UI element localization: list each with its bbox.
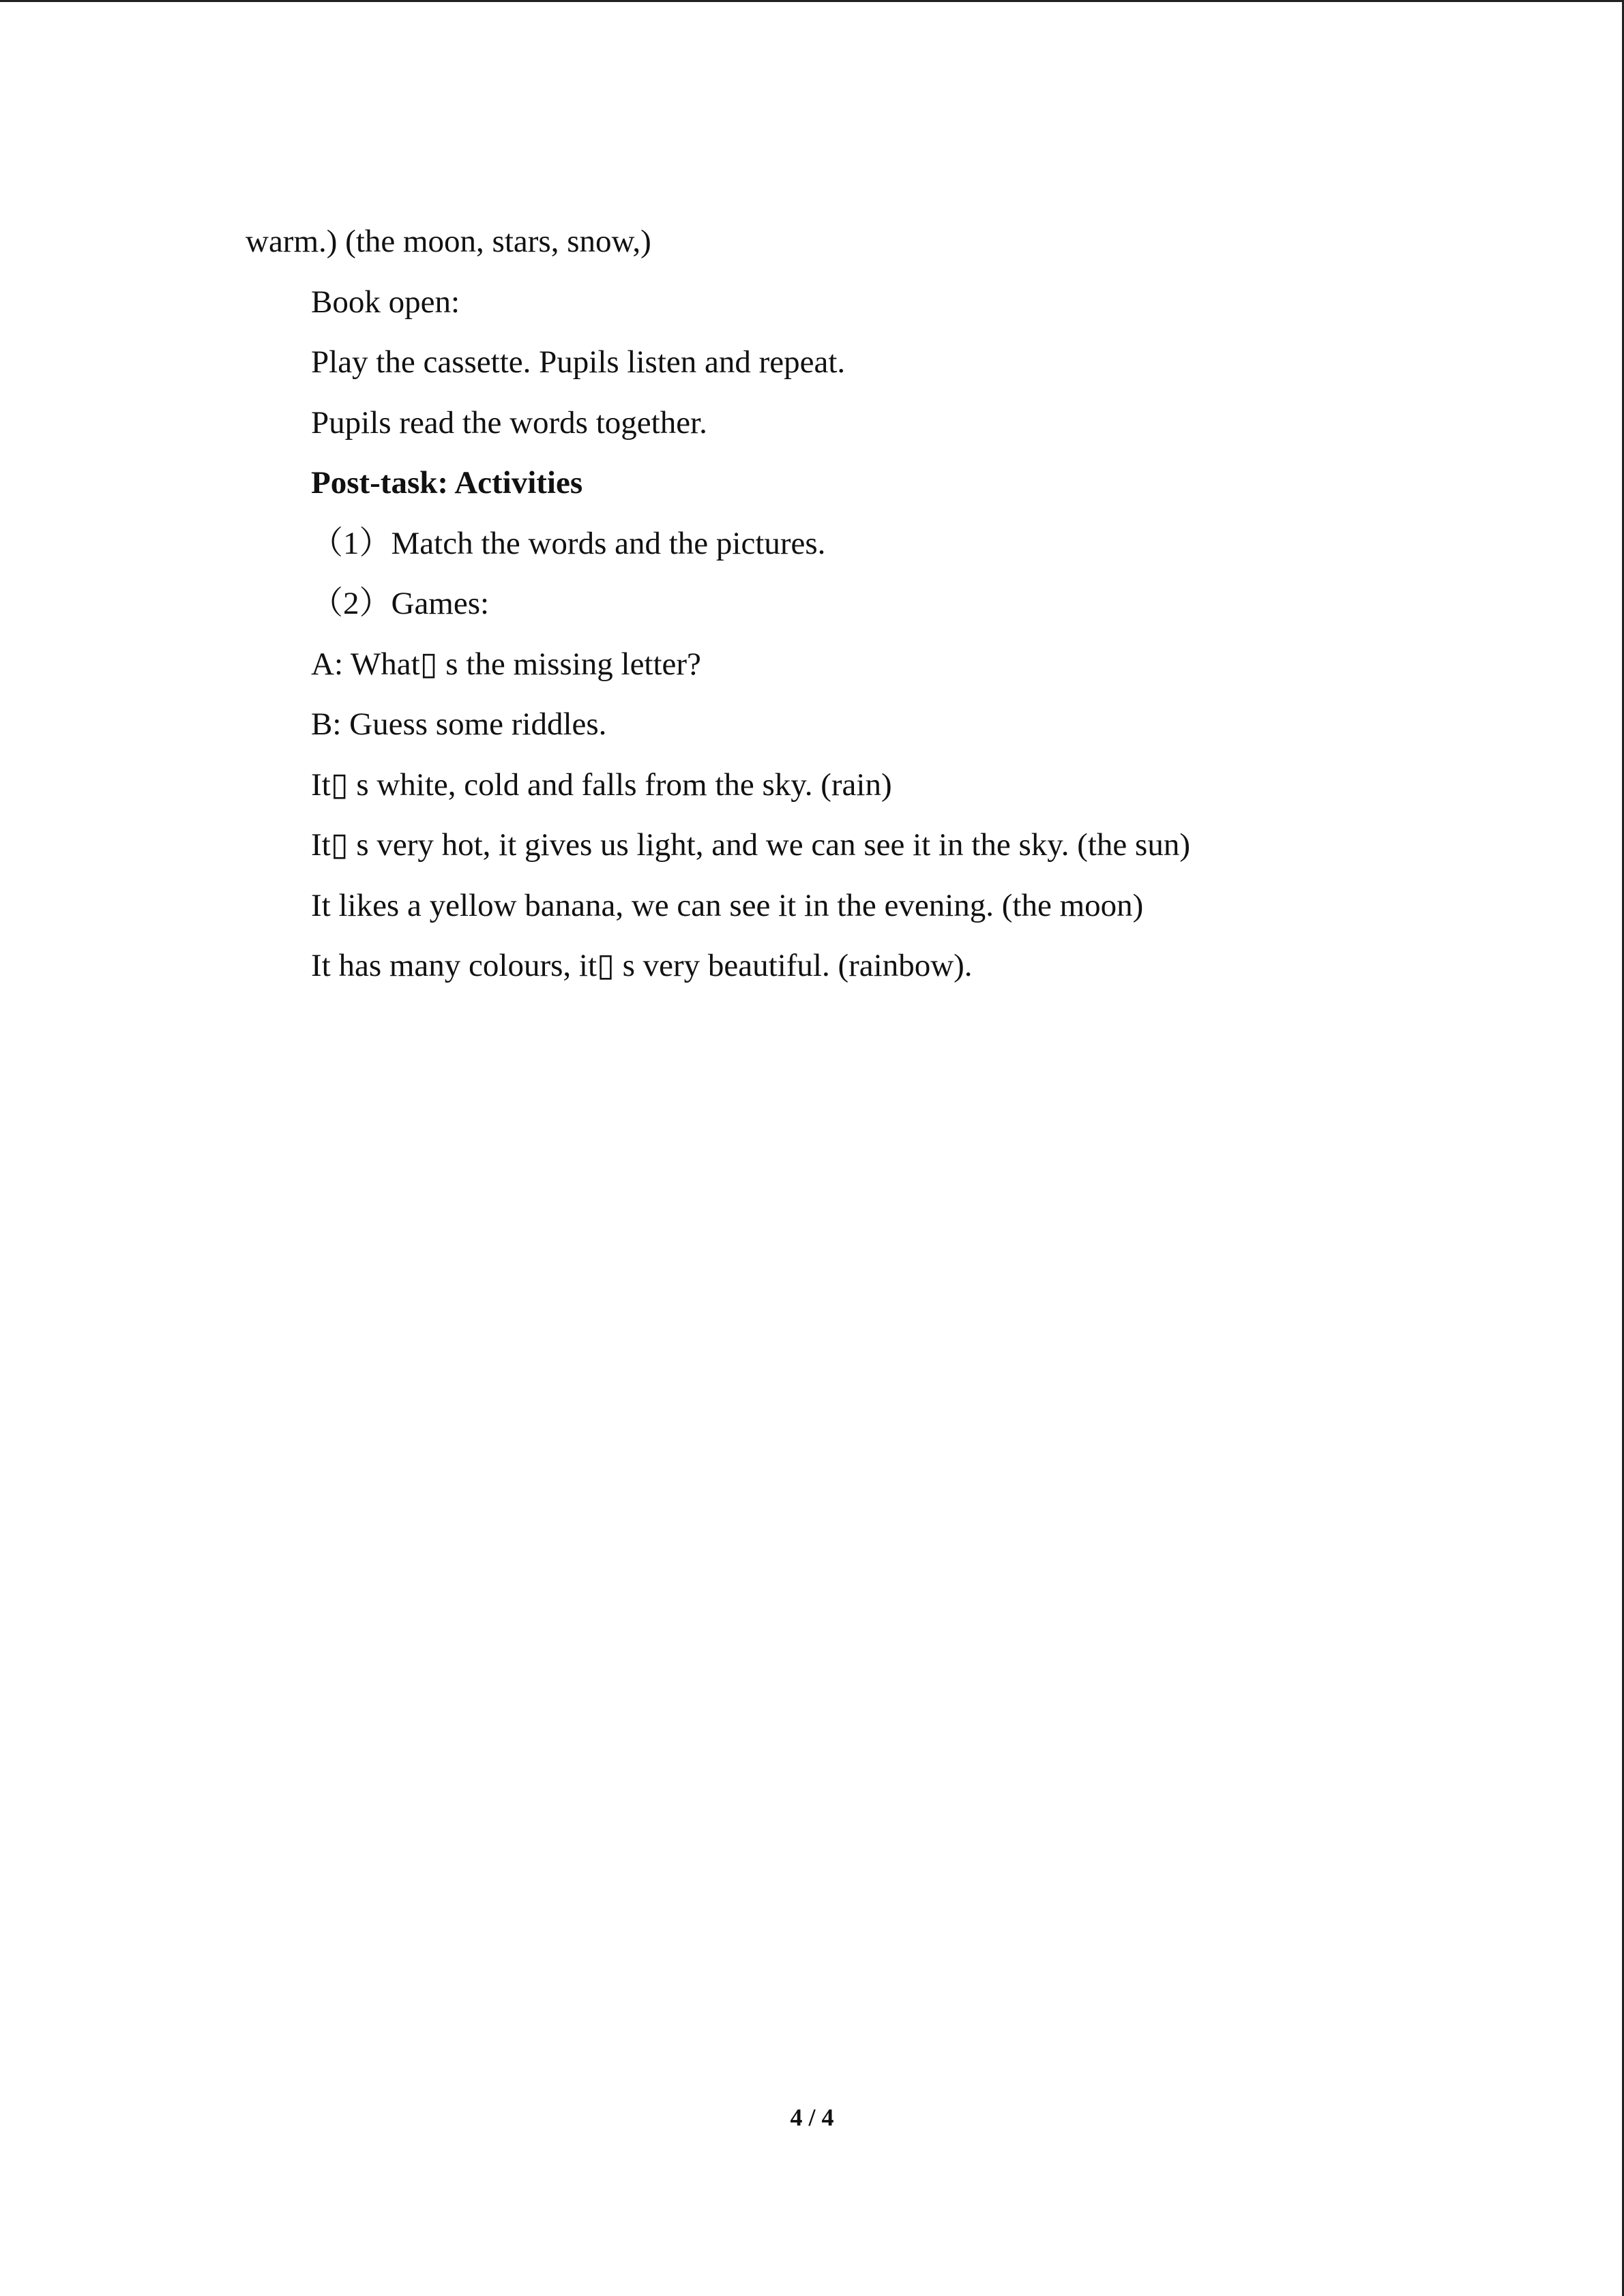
list-item-match-words: （1）Match the words and the pictures.: [311, 525, 826, 561]
riddle-rain: It▯ s white, cold and falls from the sky. (rain): [311, 766, 892, 803]
text-line-book-open: Book open:: [311, 284, 460, 320]
document-body: [246, 211, 1473, 996]
riddle-sun: It▯ s very hot, it gives us light, and we can see it in the sky. (the sun): [311, 827, 1190, 863]
game-item-riddles: B: Guess some riddles.: [311, 706, 607, 742]
page-border-top: [0, 0, 1624, 2]
list-item-games: （2）Games:: [311, 586, 490, 621]
section-heading-post-task: Post-task: Activities: [311, 465, 583, 501]
text-line-continuation: warm.) (the moon, stars, snow,): [246, 224, 651, 259]
page-number: 4 / 4: [790, 2104, 834, 2131]
game-item-missing-letter: A: What▯ s the missing letter?: [311, 646, 701, 682]
riddle-rainbow: It has many colours, it▯ s very beautiful. (rainbow).: [311, 948, 973, 983]
riddle-moon: It likes a yellow banana, we can see it in the evening. (the moon): [311, 887, 1144, 923]
text-line-play-cassette: Play the cassette. Pupils listen and repeat.: [311, 344, 846, 380]
text-line-read-words: Pupils read the words together.: [311, 404, 707, 441]
